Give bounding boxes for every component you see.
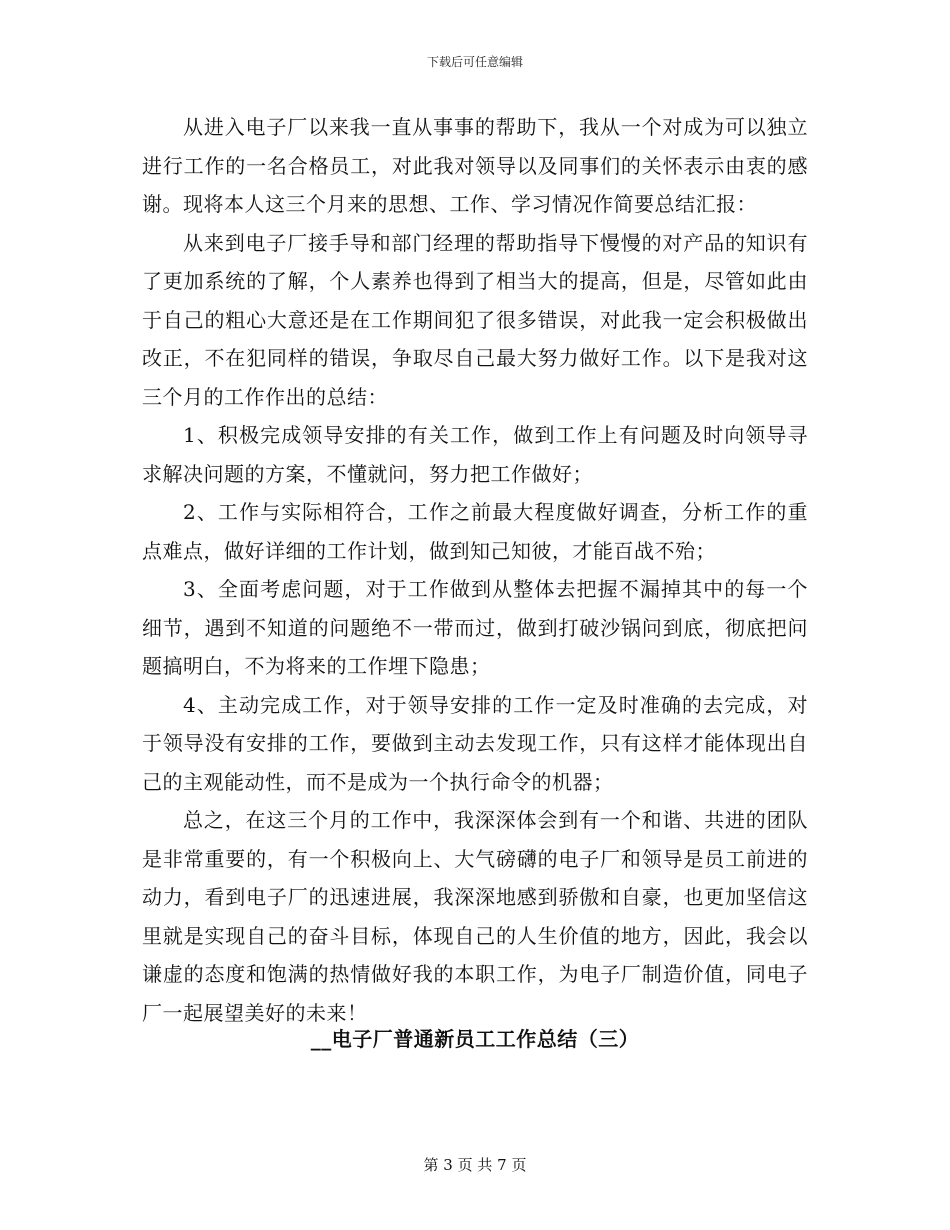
page-number: 第 3 页 共 7 页 — [423, 1156, 527, 1174]
section-title: __电子厂普通新员工工作总结（三） — [310, 1027, 640, 1051]
paragraph-point-3: 3、全面考虑问题，对于工作做到从整体去把握不漏掉其中的每一个细节，遇到不知道的问题绝不一带而过，做到打破沙锅问到底，彻底把问题搞明白，不为将来的工作埋下隐患； — [142, 577, 808, 678]
paragraph-progress: 从来到电子厂接手导和部门经理的帮助指导下慢慢的对产品的知识有了更加系统的了解，个人素养也得到了相当大的提高，但是，尽管如此由于自己的粗心大意还是在工作期间犯了很多错误，对此我一定会积极做出改正，不在犯同样的错误，争取尽自己最大努力做好工作。以下是我对这三个月的工作作出的总结： — [142, 230, 808, 409]
paragraph-intro: 从进入电子厂以来我一直从事事的帮助下，我从一个对成为可以独立进行工作的一名合格员工，对此我对领导以及同事们的关怀表示由衷的感谢。现将本人这三个月来的思想、工作、学习情况作简要总结汇报： — [142, 115, 808, 216]
paragraph-point-2: 2、工作与实际相符合，工作之前最大程度做好调查，分析工作的重点难点，做好详细的工作计划，做到知己知彼，才能百战不殆； — [142, 500, 808, 563]
page-header-note: 下载后可任意编辑 — [426, 55, 523, 69]
paragraph-conclusion: 总之，在这三个月的工作中，我深深体会到有一个和谐、共进的团队是非常重要的，有一个积极向上、大气磅礴的电子厂和领导是员工前进的动力，看到电子厂的迅速进展，我深深地感到骄傲和自豪，也更加坚信这里就是实现自己的奋斗目标，体现自己的人生价值的地方，因此，我会以谦虚的态度和饱满的热情做好我的本职工作，为电子厂制造价值，同电子厂一起展望美好的未来！ — [142, 808, 808, 1025]
paragraph-point-4: 4、主动完成工作，对于领导安排的工作一定及时准确的去完成，对于领导没有安排的工作，要做到主动去发现工作，只有这样才能体现出自己的主观能动性，而不是成为一个执行命令的机器； — [142, 692, 808, 794]
paragraph-point-1: 1、积极完成领导安排的有关工作，做到工作上有问题及时向领导寻求解决问题的方案，不懂就问，努力把工作做好； — [142, 423, 808, 486]
document-body — [142, 108, 808, 1032]
